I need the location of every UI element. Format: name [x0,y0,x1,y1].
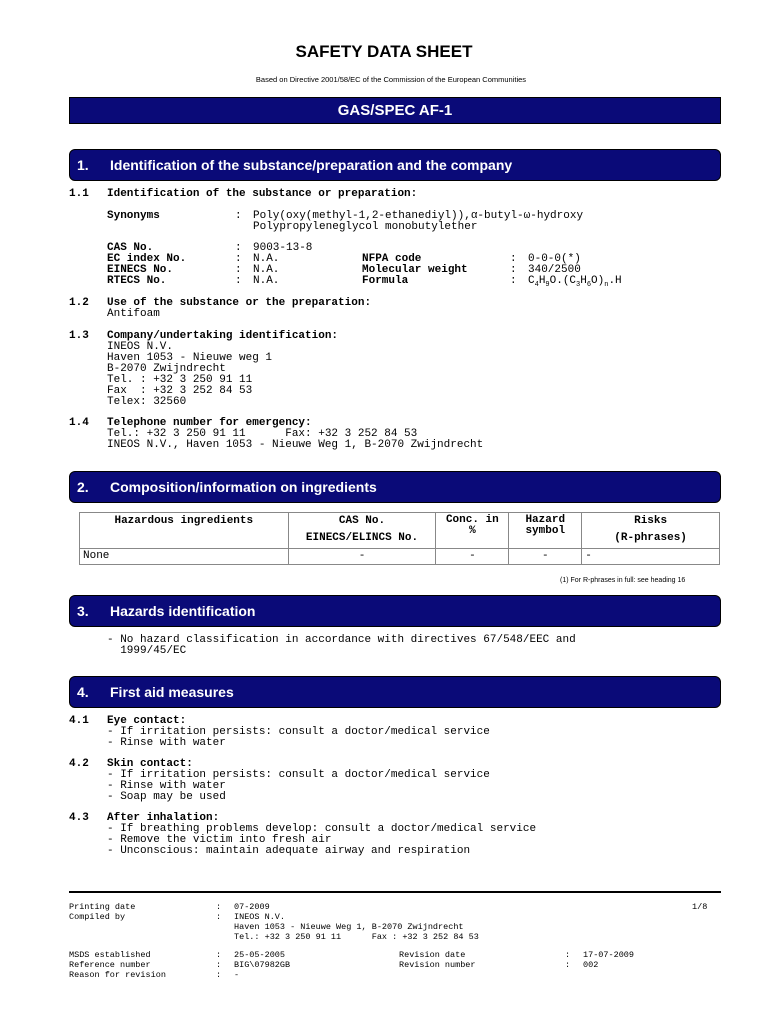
section-1-header [69,149,721,181]
revision-date-label: Revision date [399,950,466,960]
formula-subscript: n [604,281,609,290]
revision-number-value: 002 [583,960,599,970]
subsection-1-4-number: 1.4 [69,417,89,429]
subsection-1-4-title: Telephone number for emergency: [107,417,312,429]
company-line: B-2070 Zwijndrecht [107,363,226,375]
hazard-line: - No hazard classification in accordance with directives 67/548/EEC and [107,634,576,646]
molecular-weight-value: 340/2500 [528,264,581,276]
subsection-1-2-title: Use of the substance or the preparation: [107,297,372,309]
cas-value: 9003-13-8 [253,242,313,254]
cell-hazard: - [509,549,582,565]
header-cas-line: CAS No. [338,515,386,527]
emergency-phone-line: Tel.: +32 3 250 91 11 Fax: +32 3 252 84 53 [107,428,418,440]
header-cas [288,513,436,549]
rtecs-colon: : [235,275,242,287]
subsection-1-1-title: Identification of the substance or preparation: [107,188,418,200]
revision-date-colon: : [565,950,571,960]
r-phrases-footnote: (1) For R-phrases in full: see heading 16 [560,577,686,584]
subsection-1-2-number: 1.2 [69,297,89,309]
eye-contact-item: - If irritation persists: consult a doctor/medical service [107,726,490,738]
header-hazard [509,513,582,549]
section-title: Identification of the substance/preparation and the company [110,157,513,173]
company-line: Tel. : +32 3 250 91 11 [107,374,253,386]
revision-number-colon: : [565,960,571,970]
inhalation-item: - Remove the victim into fresh air [107,834,332,846]
emergency-address-line: INEOS N.V., Haven 1053 - Nieuwe Weg 1, B-2070 Zwijndrecht [107,439,484,451]
formula-value [528,276,622,291]
section-title: Hazards identification [110,603,256,619]
page-number: 1/8 [692,902,708,912]
ingredients-table [79,512,720,565]
section-4-header [69,676,721,708]
header-hazard-line: symbol [525,525,566,537]
subsection-4-2-number: 4.2 [69,758,89,770]
company-line: Haven 1053 - Nieuwe weg 1 [107,352,273,364]
nfpa-label: NFPA code [362,253,422,265]
reference-number-colon: : [216,960,222,970]
einecs-value: N.A. [253,264,280,276]
inhalation-item: - If breathing problems develop: consult a doctor/medical service [107,823,537,835]
cas-colon: : [235,242,242,254]
directive-subtitle: Based on Directive 2001/58/EC of the Commission of the European Communities [255,75,527,84]
ec-index-colon: : [235,253,242,265]
header-ingredients: Hazardous ingredients [80,513,289,549]
nfpa-value: 0-0-0(*) [528,253,581,265]
nfpa-colon: : [510,253,517,265]
header-risks-line: Risks [634,515,668,527]
header-conc [436,513,509,549]
section-title: Composition/information on ingredients [110,479,377,495]
synonyms-colon: : [235,210,242,222]
header-cas-line: EINECS/ELINCS No. [305,532,419,544]
formula-part: O.(C [549,275,577,287]
printing-date-label: Printing date [69,902,136,912]
printing-date-value: 07-2009 [234,902,270,912]
subsection-1-3-number: 1.3 [69,330,89,342]
table-row [80,549,720,565]
subsection-4-3-title: After inhalation: [107,812,220,824]
rtecs-value: N.A. [253,275,280,287]
compiled-by-colon: : [216,912,222,922]
section-title: First aid measures [110,684,234,700]
section-number: 3. [77,603,89,619]
header-hazard-line: Hazard [525,514,566,526]
printing-date-colon: : [216,902,222,912]
molecular-weight-label: Molecular weight [362,264,468,276]
section-number: 4. [77,684,89,700]
cas-label: CAS No. [107,242,154,254]
synonyms-value-2: Polypropyleneglycol monobutylether [253,221,478,233]
cell-ingredient: None [80,549,289,565]
formula-subscript: 4 [534,281,539,290]
skin-contact-item: - Rinse with water [107,780,226,792]
use-value: Antifoam [107,308,160,320]
revision-number-label: Revision number [399,960,476,970]
section-3-header [69,595,721,627]
subsection-4-1-number: 4.1 [69,715,89,727]
inhalation-item: - Unconscious: maintain adequate airway and respiration [107,845,471,857]
section-number: 2. [77,479,89,495]
compiled-by-line: INEOS N.V. [234,912,286,922]
header-conc-line: Conc. in [445,514,499,526]
rtecs-label: RTECS No. [107,275,167,287]
company-line: INEOS N.V. [107,341,174,353]
subsection-1-3-title: Company/undertaking identification: [107,330,339,342]
msds-established-colon: : [216,950,222,960]
compiled-by-line: Haven 1053 - Nieuwe Weg 1, B-2070 Zwijndrecht [234,922,464,932]
footer-divider [69,891,721,893]
subsection-4-1-title: Eye contact: [107,715,187,727]
table-header-row [80,513,720,549]
formula-part: .H [608,275,622,287]
section-number: 1. [77,157,89,173]
skin-contact-item: - Soap may be used [107,791,226,803]
einecs-colon: : [235,264,242,276]
reference-number-value: BIG\07982GB [234,960,291,970]
msds-established-label: MSDS established [69,950,151,960]
cell-conc: - [436,549,509,565]
subsection-4-3-number: 4.3 [69,812,89,824]
section-2-header [69,471,721,503]
formula-part: H [580,275,587,287]
document-title: SAFETY DATA SHEET [295,42,473,61]
reference-number-label: Reference number [69,960,151,970]
subsection-4-2-title: Skin contact: [107,758,193,770]
eye-contact-item: - Rinse with water [107,737,226,749]
header-risks [582,513,720,549]
product-name-bar: GAS/SPEC AF-1 [69,97,721,124]
company-line: Telex: 32560 [107,396,187,408]
revision-date-value: 17-07-2009 [583,950,635,960]
formula-subscript: 3 [576,281,581,290]
formula-part: H [538,275,546,287]
compiled-by-line: Tel.: +32 3 250 91 11 Fax : +32 3 252 84 53 [234,932,479,942]
hazard-line: 1999/45/EC [107,645,187,657]
skin-contact-item: - If irritation persists: consult a doctor/medical service [107,769,490,781]
formula-part: O) [591,275,605,287]
reason-for-revision-colon: : [216,970,222,980]
einecs-label: EINECS No. [107,264,174,276]
ec-index-label: EC index No. [107,253,187,265]
formula-subscript: 9 [545,281,550,290]
formula-colon: : [510,275,517,287]
compiled-by-label: Compiled by [69,912,126,922]
reason-for-revision-value: - [234,970,240,980]
formula-subscript: 6 [586,281,592,290]
msds-established-value: 25-05-2005 [234,950,286,960]
subsection-1-1-number: 1.1 [69,188,89,200]
synonyms-label: Synonyms [107,210,160,222]
synonyms-value-1: Poly(oxy(methyl-1,2-ethanediyl)),α-butyl-ω-hydroxy [253,210,584,222]
cell-risks: - [582,549,720,565]
reason-for-revision-label: Reason for revision [69,970,166,980]
formula-part: C [528,275,535,287]
molecular-weight-colon: : [510,264,517,276]
header-conc-line: % [469,525,476,537]
header-risks-line: (R-phrases) [614,532,687,544]
cell-cas: - [288,549,436,565]
formula-label: Formula [362,275,409,287]
ec-index-value: N.A. [253,253,280,265]
company-line: Fax : +32 3 252 84 53 [107,385,253,397]
